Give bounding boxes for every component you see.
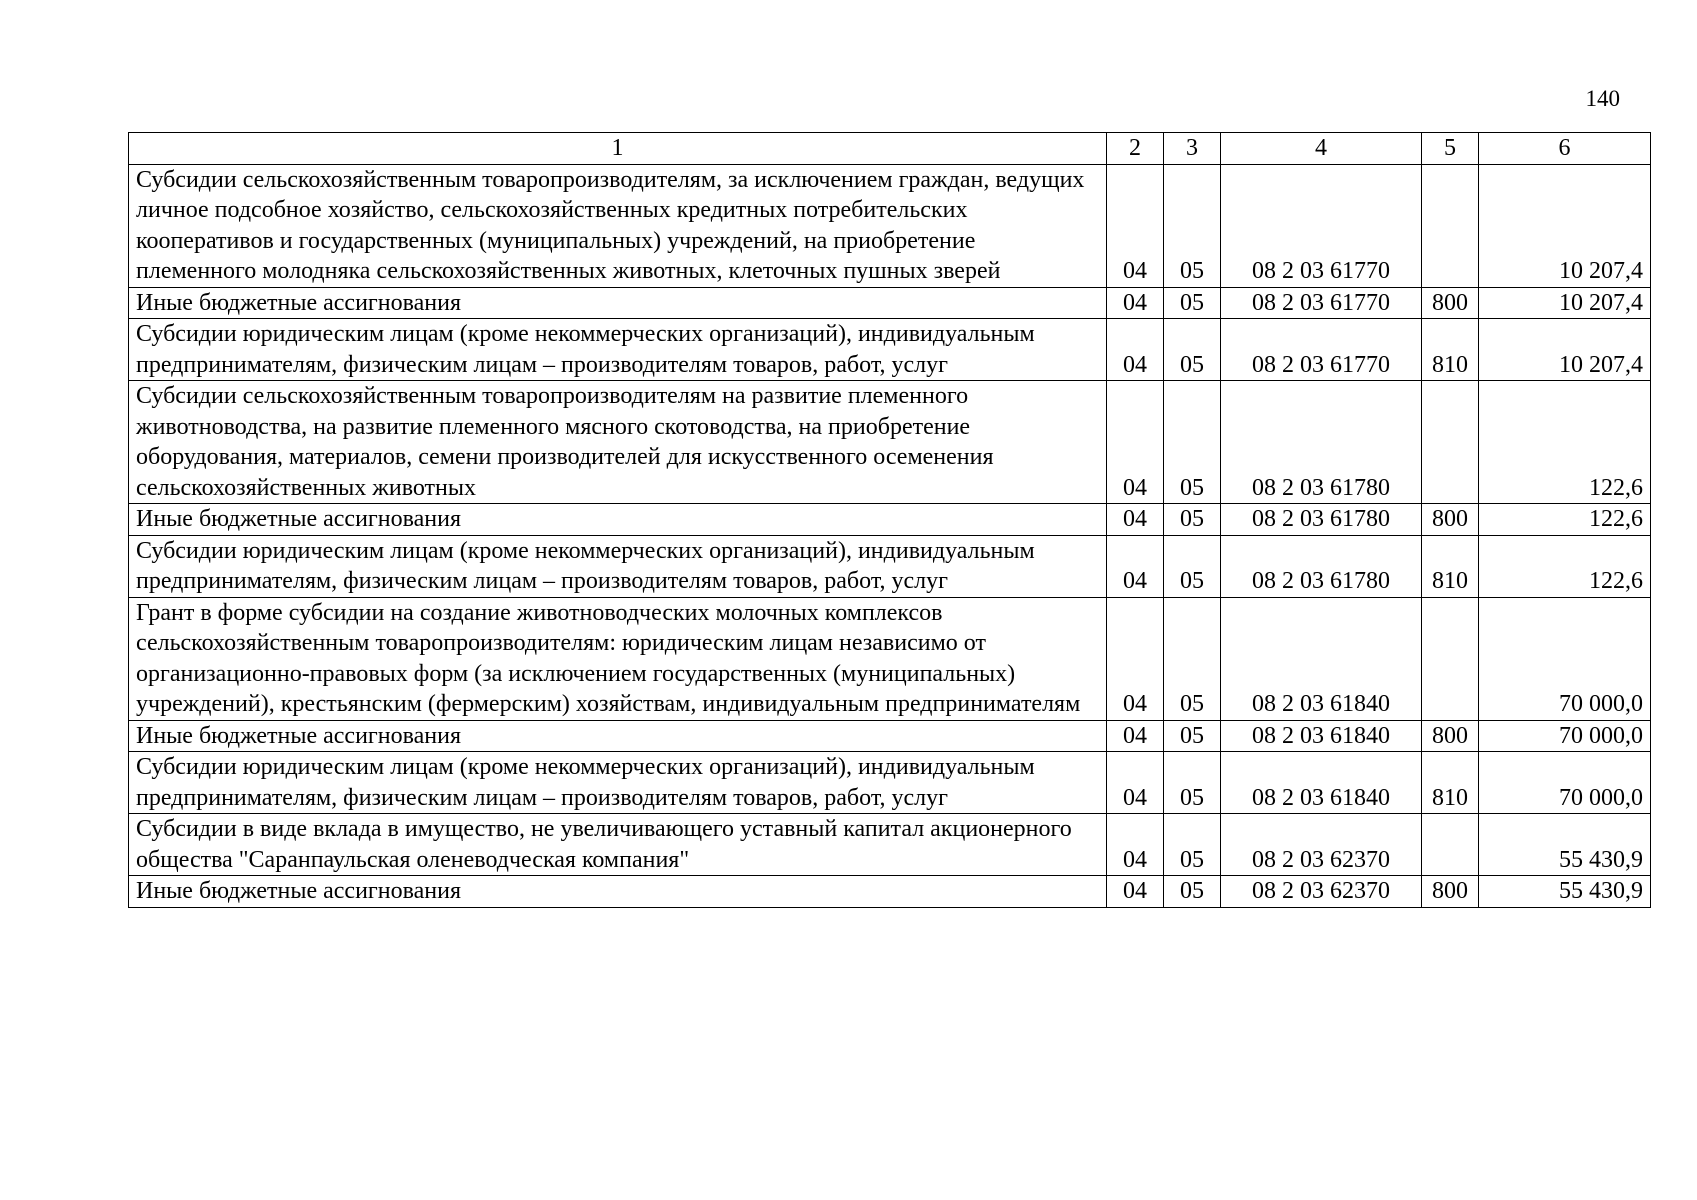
row-amount: 70 000,0 xyxy=(1479,752,1651,814)
row-expense-type: 810 xyxy=(1422,752,1479,814)
page-number: 140 xyxy=(1585,86,1620,111)
row-amount: 122,6 xyxy=(1479,504,1651,536)
row-expense-type xyxy=(1422,381,1479,504)
row-target-article: 08 2 03 61780 xyxy=(1221,381,1422,504)
table-row xyxy=(129,504,1651,536)
row-subsection: 05 xyxy=(1164,720,1221,752)
row-target-article: 08 2 03 61780 xyxy=(1221,504,1422,536)
row-target-article: 08 2 03 61780 xyxy=(1221,535,1422,597)
row-section: 04 xyxy=(1107,319,1164,381)
row-amount: 10 207,4 xyxy=(1479,319,1651,381)
row-amount: 122,6 xyxy=(1479,381,1651,504)
row-name: Субсидии в виде вклада в имущество, не увеличивающего уставный капитал акционерного общества "Саранпаульская оленеводческая компания" xyxy=(129,814,1107,876)
row-name: Иные бюджетные ассигнования xyxy=(129,720,1107,752)
table-row xyxy=(129,535,1651,597)
row-name: Субсидии сельскохозяйственным товаропроизводителям, за исключением граждан, ведущих личное подсобное хозяйство, сельскохозяйственных кредитных потребительских кооперативов и государственных (муниципальных) учреждений, на приобретение племенного молодняка сельскохозяйственных животных, клеточных пушных зверей xyxy=(129,164,1107,287)
header-col-3: 3 xyxy=(1164,133,1221,165)
row-section: 04 xyxy=(1107,720,1164,752)
row-amount: 70 000,0 xyxy=(1479,597,1651,720)
row-amount: 55 430,9 xyxy=(1479,876,1651,908)
row-name: Иные бюджетные ассигнования xyxy=(129,504,1107,536)
row-amount: 10 207,4 xyxy=(1479,287,1651,319)
row-target-article: 08 2 03 61770 xyxy=(1221,287,1422,319)
row-section: 04 xyxy=(1107,597,1164,720)
row-target-article: 08 2 03 61840 xyxy=(1221,597,1422,720)
row-subsection: 05 xyxy=(1164,164,1221,287)
row-name: Грант в форме субсидии на создание животноводческих молочных комплексов сельскохозяйственным товаропроизводителям: юридическим лицам независимо от организационно-правовых форм (за исключением государственных (муниципальных) учреждений), крестьянским (фермерским) хозяйствам, индивидуальным предпринимателям xyxy=(129,597,1107,720)
row-subsection: 05 xyxy=(1164,287,1221,319)
row-target-article: 08 2 03 61840 xyxy=(1221,720,1422,752)
row-section: 04 xyxy=(1107,164,1164,287)
row-expense-type xyxy=(1422,814,1479,876)
row-amount: 10 207,4 xyxy=(1479,164,1651,287)
row-section: 04 xyxy=(1107,752,1164,814)
row-expense-type: 800 xyxy=(1422,720,1479,752)
table-row xyxy=(129,752,1651,814)
table-row xyxy=(129,720,1651,752)
row-name: Субсидии юридическим лицам (кроме некоммерческих организаций), индивидуальным предпринимателям, физическим лицам – производителям товаров, работ, услуг xyxy=(129,535,1107,597)
header-col-4: 4 xyxy=(1221,133,1422,165)
row-target-article: 08 2 03 62370 xyxy=(1221,876,1422,908)
table-row xyxy=(129,597,1651,720)
row-subsection: 05 xyxy=(1164,504,1221,536)
row-subsection: 05 xyxy=(1164,752,1221,814)
table-header-row xyxy=(129,133,1651,165)
row-name: Иные бюджетные ассигнования xyxy=(129,287,1107,319)
row-expense-type xyxy=(1422,597,1479,720)
row-amount: 122,6 xyxy=(1479,535,1651,597)
row-subsection: 05 xyxy=(1164,381,1221,504)
row-target-article: 08 2 03 62370 xyxy=(1221,814,1422,876)
row-subsection: 05 xyxy=(1164,876,1221,908)
row-section: 04 xyxy=(1107,814,1164,876)
row-expense-type: 800 xyxy=(1422,504,1479,536)
row-subsection: 05 xyxy=(1164,535,1221,597)
header-col-1: 1 xyxy=(129,133,1107,165)
table-row xyxy=(129,164,1651,287)
row-target-article: 08 2 03 61770 xyxy=(1221,164,1422,287)
row-name: Иные бюджетные ассигнования xyxy=(129,876,1107,908)
row-target-article: 08 2 03 61770 xyxy=(1221,319,1422,381)
header-col-6: 6 xyxy=(1479,133,1651,165)
budget-table xyxy=(128,132,1651,908)
row-amount: 70 000,0 xyxy=(1479,720,1651,752)
row-section: 04 xyxy=(1107,504,1164,536)
row-section: 04 xyxy=(1107,535,1164,597)
row-subsection: 05 xyxy=(1164,319,1221,381)
row-expense-type: 810 xyxy=(1422,535,1479,597)
row-section: 04 xyxy=(1107,287,1164,319)
row-section: 04 xyxy=(1107,381,1164,504)
header-col-2: 2 xyxy=(1107,133,1164,165)
row-subsection: 05 xyxy=(1164,814,1221,876)
row-expense-type xyxy=(1422,164,1479,287)
row-target-article: 08 2 03 61840 xyxy=(1221,752,1422,814)
row-expense-type: 800 xyxy=(1422,287,1479,319)
table-row xyxy=(129,381,1651,504)
table-row xyxy=(129,814,1651,876)
row-subsection: 05 xyxy=(1164,597,1221,720)
header-col-5: 5 xyxy=(1422,133,1479,165)
row-name: Субсидии сельскохозяйственным товаропроизводителям на развитие племенного животноводства, на развитие племенного мясного скотоводства, на приобретение оборудования, материалов, семени производителей для искусственного осеменения сельскохозяйственных животных xyxy=(129,381,1107,504)
table-row xyxy=(129,319,1651,381)
row-section: 04 xyxy=(1107,876,1164,908)
row-name: Субсидии юридическим лицам (кроме некоммерческих организаций), индивидуальным предпринимателям, физическим лицам – производителям товаров, работ, услуг xyxy=(129,319,1107,381)
table-row xyxy=(129,287,1651,319)
table-row xyxy=(129,876,1651,908)
row-expense-type: 800 xyxy=(1422,876,1479,908)
row-expense-type: 810 xyxy=(1422,319,1479,381)
row-amount: 55 430,9 xyxy=(1479,814,1651,876)
row-name: Субсидии юридическим лицам (кроме некоммерческих организаций), индивидуальным предпринимателям, физическим лицам – производителям товаров, работ, услуг xyxy=(129,752,1107,814)
